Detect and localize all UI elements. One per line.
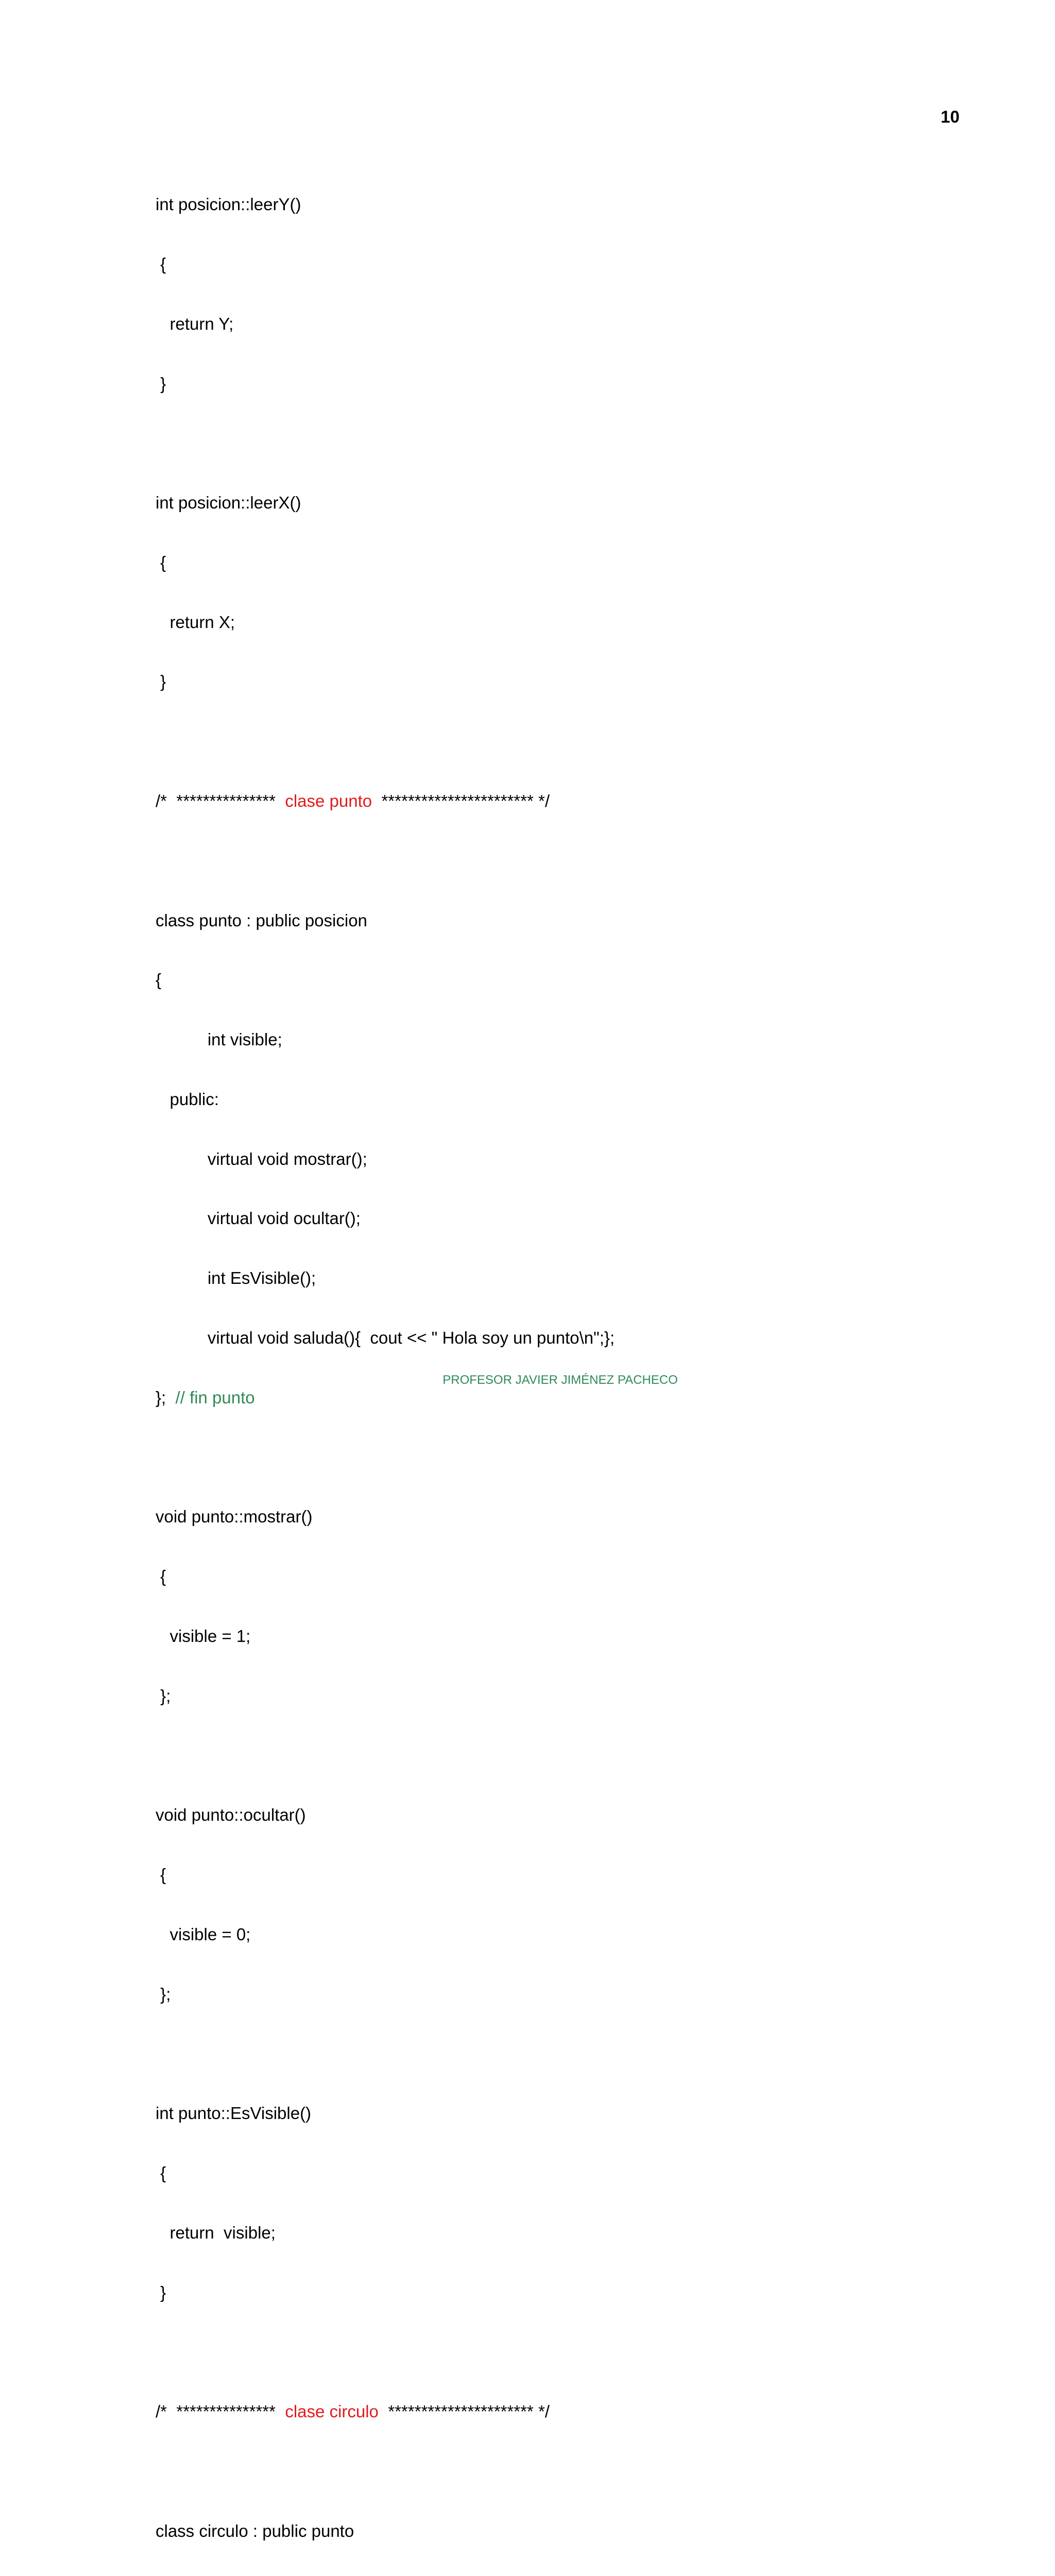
code-line: [156, 732, 621, 752]
code-line: virtual void saluda(){ cout << " Hola soy un punto\n";};: [156, 1328, 615, 1348]
code-line: [156, 2462, 621, 2482]
code-line: {: [156, 1865, 166, 1885]
section-label-circulo: clase circulo: [285, 2402, 379, 2421]
end-punto-comment: // fin punto: [175, 1387, 255, 1407]
code-line: return visible;: [156, 2223, 276, 2242]
code-line: return X;: [156, 612, 235, 632]
code-line: int EsVisible();: [156, 1268, 316, 1288]
code-line: {: [156, 1567, 166, 1586]
code-line: visible = 1;: [156, 1626, 251, 1646]
section-label-punto: clase punto: [285, 791, 372, 810]
code-line: };: [156, 1686, 171, 1705]
code-line: [156, 851, 621, 871]
code-line: [156, 2342, 621, 2362]
end-punto-code: };: [156, 1387, 176, 1407]
end-punto-line: [156, 1388, 621, 1408]
comment-close: ********************** */: [378, 2402, 550, 2421]
code-line: class punto : public posicion: [156, 910, 367, 930]
comment-open: /* ***************: [156, 791, 285, 810]
code-line: };: [156, 1984, 171, 2004]
code-line: void punto::ocultar(): [156, 1805, 306, 1825]
page-number: 10: [941, 107, 960, 126]
code-line: [156, 1746, 621, 1766]
code-line: {: [156, 970, 162, 990]
code-line: int visible;: [156, 1030, 282, 1049]
code-line: [156, 433, 621, 453]
section-comment-circulo: [156, 2402, 621, 2422]
code-line: void punto::mostrar(): [156, 1507, 313, 1527]
code-line: }: [156, 2282, 166, 2302]
code-line: int posicion::leerY(): [156, 195, 301, 214]
code-line: {: [156, 254, 166, 274]
code-line: }: [156, 672, 166, 691]
code-line: {: [156, 2163, 166, 2182]
comment-open: /* ***************: [156, 2402, 285, 2421]
page-footer: PROFESOR JAVIER JIMÉNEZ PACHECO: [443, 1373, 678, 1387]
code-line: int punto::EsVisible(): [156, 2104, 312, 2123]
code-line: virtual void ocultar();: [156, 1209, 361, 1228]
section-comment-punto: [156, 791, 621, 811]
code-line: return Y;: [156, 314, 234, 333]
code-line: [156, 2044, 621, 2064]
code-line: virtual void mostrar();: [156, 1149, 367, 1168]
code-line: }: [156, 374, 166, 393]
code-line: {: [156, 552, 166, 572]
comment-close: *********************** */: [372, 791, 550, 810]
code-line: [156, 1448, 621, 1468]
code-line: class circulo : public punto: [156, 2521, 354, 2540]
code-line: int posicion::leerX(): [156, 493, 301, 513]
code-line: public:: [156, 1089, 219, 1109]
code-listing: [156, 155, 621, 2576]
code-line: visible = 0;: [156, 1924, 251, 1944]
